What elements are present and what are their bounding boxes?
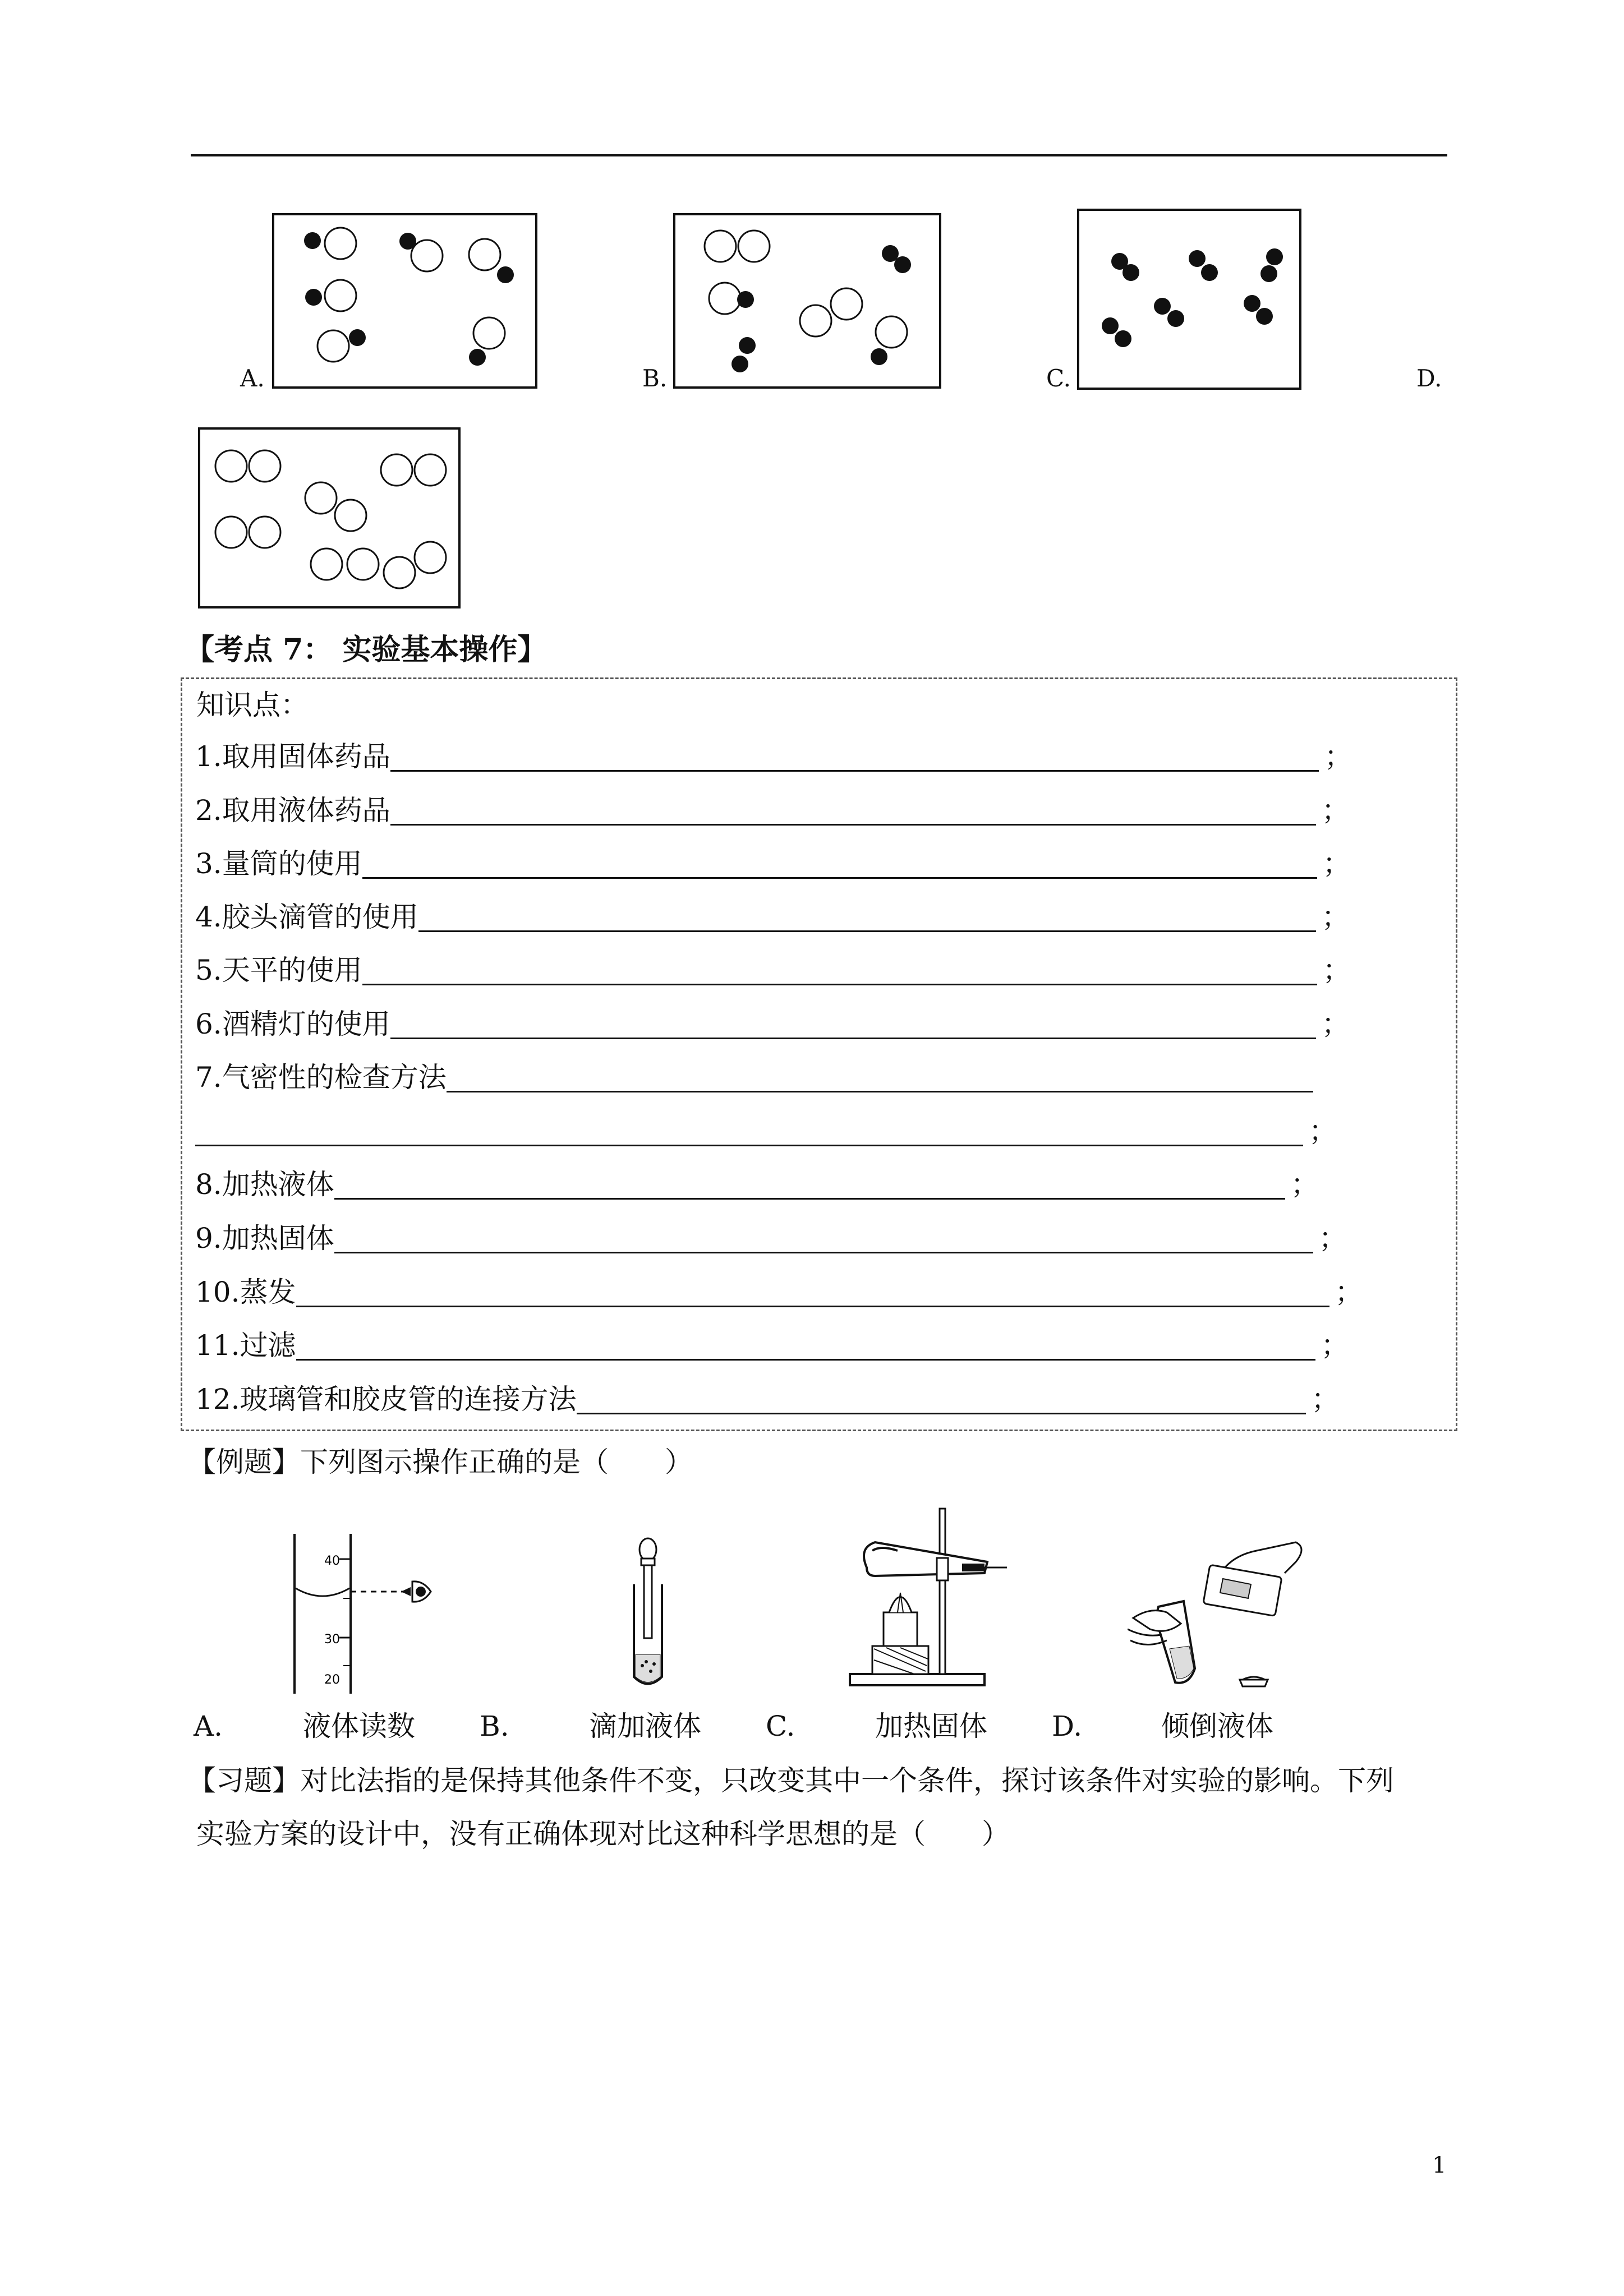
terminator: ；: [1321, 794, 1350, 827]
knowledge-item-12: [195, 1378, 1340, 1418]
terminator: ；: [1311, 1383, 1340, 1416]
answer-blank[interactable]: [390, 1038, 1316, 1039]
knowledge-item-label: 7.气密性的检查方法: [195, 1061, 447, 1094]
knowledge-item-7-continued: [195, 1110, 1337, 1150]
exercise-line-2: 实验方案的设计中，没有正确体现对比这种科学思想的是（ ）: [196, 1818, 1010, 1850]
example-option-b-text: 滴加液体: [589, 1710, 701, 1742]
answer-blank[interactable]: [362, 877, 1317, 879]
answer-blank[interactable]: [390, 770, 1319, 772]
example-option-a-letter: A.: [194, 1710, 223, 1742]
knowledge-item-label: 11.过滤: [195, 1329, 296, 1362]
example-prompt: 【例题】下列图示操作正确的是（ ）: [188, 1446, 693, 1478]
tick-label-40: 40: [324, 1554, 340, 1568]
figure-pouring-liquid: [1128, 1539, 1313, 1699]
example-option-c-text: 加热固体: [875, 1710, 987, 1742]
example-option-a-text: 液体读数: [303, 1710, 415, 1742]
terminator: ；: [1324, 740, 1352, 773]
knowledge-item-2: [195, 790, 1350, 829]
knowledge-item-label: 12.玻璃管和胶皮管的连接方法: [195, 1383, 577, 1416]
option-label-c: C.: [1046, 365, 1071, 392]
answer-blank[interactable]: [296, 1306, 1329, 1307]
knowledge-item-label: 1.取用固体药品: [195, 740, 390, 773]
knowledge-item-5: [195, 949, 1351, 989]
answer-blank[interactable]: [362, 984, 1317, 985]
option-label-b: B.: [642, 365, 668, 392]
molecule-box-d: [198, 427, 461, 608]
molecule-box-c: [1077, 209, 1301, 390]
answer-blank[interactable]: [334, 1252, 1313, 1253]
answer-blank[interactable]: [418, 930, 1316, 932]
knowledge-item-label: 9.加热固体: [195, 1222, 334, 1255]
knowledge-item-4: [195, 896, 1350, 935]
knowledge-item-10: [195, 1271, 1363, 1311]
terminator: ；: [1322, 954, 1351, 986]
option-label-a: A.: [240, 365, 265, 392]
option-label-d: D.: [1416, 365, 1442, 392]
knowledge-item-3: [195, 843, 1351, 882]
example-option-c-letter: C.: [766, 1710, 795, 1742]
terminator: ；: [1321, 1329, 1349, 1362]
knowledge-item-label: 2.取用液体药品: [195, 794, 390, 827]
knowledge-item-7: [195, 1057, 1313, 1096]
terminator: ；: [1290, 1168, 1319, 1201]
knowledge-item-6: [195, 1003, 1350, 1043]
answer-blank[interactable]: [334, 1198, 1285, 1200]
terminator: ；: [1321, 1008, 1350, 1040]
answer-blank[interactable]: [296, 1359, 1315, 1361]
terminator: ；: [1335, 1276, 1363, 1308]
answer-blank[interactable]: [577, 1413, 1306, 1414]
molecule-box-b: [673, 213, 941, 389]
knowledge-item-label: 6.酒精灯的使用: [195, 1008, 390, 1040]
knowledge-item-label: 5.天平的使用: [195, 954, 362, 986]
knowledge-heading: 知识点：: [196, 689, 309, 721]
knowledge-item-8: [195, 1164, 1319, 1203]
header-rule: [191, 154, 1447, 156]
knowledge-item-label: 4.胶头滴管的使用: [195, 901, 418, 933]
figure-cylinder-reading: [280, 1525, 449, 1702]
figure-heating-solid: [841, 1503, 1032, 1696]
molecule-diagram-b: [675, 215, 939, 386]
page-number: 1: [1432, 2152, 1447, 2178]
knowledge-item-label: 8.加热液体: [195, 1168, 334, 1201]
tick-label-20: 20: [324, 1673, 340, 1687]
terminator: ；: [1322, 847, 1351, 880]
molecule-box-a: [272, 213, 537, 389]
tick-label-30: 30: [324, 1633, 340, 1647]
answer-blank[interactable]: [447, 1091, 1313, 1092]
terminator: ；: [1318, 1222, 1347, 1255]
answer-blank[interactable]: [195, 1145, 1303, 1146]
molecule-diagram-a: [274, 215, 535, 386]
knowledge-item-9: [195, 1218, 1347, 1257]
section-title: 【考点 7： 实验基本操作】: [185, 633, 547, 667]
example-option-b-letter: B.: [480, 1710, 509, 1742]
example-option-d-letter: D.: [1052, 1710, 1083, 1742]
knowledge-item-label: 3.量筒的使用: [195, 847, 362, 880]
knowledge-item-11: [195, 1325, 1349, 1364]
example-option-d-text: 倾倒液体: [1161, 1710, 1273, 1742]
answer-blank[interactable]: [390, 824, 1316, 826]
exercise-line-1: 【习题】对比法指的是保持其他条件不变，只改变其中一个条件，探讨该条件对实验的影响。下列: [188, 1764, 1394, 1797]
eye-icon: [412, 1582, 431, 1602]
molecule-diagram-c: [1079, 211, 1299, 388]
knowledge-item-1: [195, 736, 1352, 775]
terminator: ；: [1321, 901, 1350, 933]
knowledge-item-label: 10.蒸发: [195, 1276, 296, 1308]
figure-dropper: [617, 1534, 679, 1699]
molecule-diagram-d: [200, 430, 458, 606]
terminator: ；: [1309, 1115, 1337, 1147]
